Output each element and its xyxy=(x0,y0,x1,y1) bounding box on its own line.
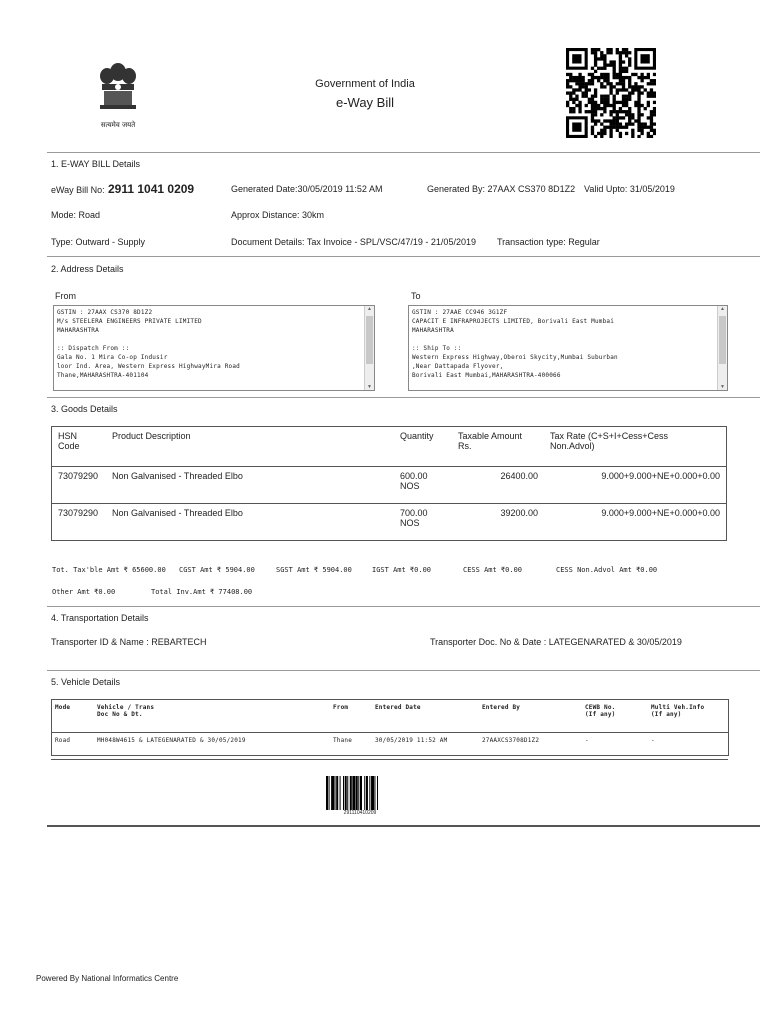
generated-date: Generated Date:30/05/2019 11:52 AM xyxy=(231,184,383,194)
quantity-cell xyxy=(394,467,452,504)
page-title: e-Way Bill xyxy=(335,95,395,110)
vehicle-header: CEWB No. (If any) xyxy=(581,700,647,733)
goods-header: Quantity xyxy=(394,427,452,467)
section-title-ewb: 1. E-WAY BILL Details xyxy=(51,159,141,169)
divider xyxy=(47,670,760,671)
cess-amount: CESS Amt ₹0.00 xyxy=(463,566,523,574)
mode: Mode: Road xyxy=(51,210,101,220)
to-address-scrollbar[interactable] xyxy=(717,306,727,390)
divider xyxy=(47,152,760,153)
footer-credit: Powered By National Informatics Centre xyxy=(36,974,179,983)
vehicle-header: From xyxy=(329,700,371,733)
amount-cell: 26400.00 xyxy=(452,467,544,504)
tax-rate-cell: 9.000+9.000+NE+0.000+0.00 xyxy=(544,504,727,541)
vehicle-entered-date: 30/05/2019 11:52 AM xyxy=(371,733,478,760)
amount-cell: 39200.00 xyxy=(452,504,544,541)
barcode xyxy=(326,776,394,810)
divider xyxy=(47,606,760,607)
quantity-unit: NOS xyxy=(400,518,420,528)
vehicle-header: Mode xyxy=(51,700,93,733)
quantity-value: 700.00 xyxy=(400,508,428,518)
scroll-down-icon[interactable]: ▼ xyxy=(367,384,372,390)
from-address-box[interactable] xyxy=(53,305,375,391)
vehicle-header: Multi Veh.Info (If any) xyxy=(647,700,728,733)
goods-header: Product Description xyxy=(106,427,394,467)
scroll-up-icon[interactable]: ▲ xyxy=(720,306,725,312)
to-label: To xyxy=(411,291,421,301)
table-row xyxy=(51,733,728,760)
scroll-up-icon[interactable]: ▲ xyxy=(367,306,372,312)
bill-no-label: eWay Bill No: xyxy=(51,185,105,195)
igst-amount: IGST Amt ₹0.00 xyxy=(372,566,432,574)
description-cell: Non Galvanised - Threaded Elbo xyxy=(106,467,394,504)
vehicle-header: Entered Date xyxy=(371,700,478,733)
transaction-type: Transaction type: Regular xyxy=(497,237,600,247)
goods-table xyxy=(51,426,727,541)
goods-header: Tax Rate (C+S+I+Cess+Cess Non.Advol) xyxy=(544,427,727,467)
vehicle-cewb: - xyxy=(581,733,647,760)
from-address-text: GSTIN : 27AAX CS370 8D1Z2 M/s STEELERA ENGINEERS PRIVATE LIMITED MAHARASHTRA :: Dispatch From :: Gala No. 1 Mira Co-op Indusir loor Ind. Area, Western Express HighwayMira Road Thane,MAHARASHTRA-401104 xyxy=(57,309,240,379)
to-address-box[interactable] xyxy=(408,305,728,391)
quantity-cell xyxy=(394,504,452,541)
divider xyxy=(47,825,760,827)
vehicle-table xyxy=(51,699,728,760)
cess-non-advol-amount: CESS Non.Advol Amt ₹0.00 xyxy=(556,566,658,574)
sgst-amount: SGST Amt ₹ 5904.00 xyxy=(276,566,352,574)
scroll-thumb[interactable] xyxy=(719,316,726,364)
to-address-text: GSTIN : 27AAE CC946 3G1ZF CAPACIT E INFRAPROJECTS LIMITED, Borivali East Mumbai MAHARASHTRA :: Ship To :: Western Express Highway,Oberoi Skycity,Mumbai Suburban ,Near Dattapada Flyover, Borivali East Mumbai,MAHARASHTRA-400066 xyxy=(412,309,618,379)
other-amount: Other Amt ₹0.00 xyxy=(52,588,116,596)
valid-upto: Valid Upto: 31/05/2019 xyxy=(584,184,675,194)
quantity-unit: NOS xyxy=(400,481,420,491)
supply-type: Type: Outward - Supply xyxy=(51,237,146,247)
barcode-number: 291110410209 xyxy=(343,810,377,816)
vehicle-header: Vehicle / Trans Doc No & Dt. xyxy=(93,700,329,733)
vehicle-header: Entered By xyxy=(478,700,581,733)
section-title-vehicle: 5. Vehicle Details xyxy=(51,677,121,687)
table-row xyxy=(52,467,727,504)
approx-distance: Approx Distance: 30km xyxy=(231,210,325,220)
quantity-value: 600.00 xyxy=(400,471,428,481)
divider xyxy=(47,397,760,398)
document-details: Document Details: Tax Invoice - SPL/VSC/47/19 - 21/05/2019 xyxy=(231,237,476,247)
vehicle-multi-info: - xyxy=(647,733,728,760)
vehicle-from: Thane xyxy=(329,733,371,760)
scroll-thumb[interactable] xyxy=(366,316,373,364)
total-taxable: Tot. Tax'ble Amt ₹ 65600.00 xyxy=(52,566,166,574)
bill-no: 2911 1041 0209 xyxy=(108,182,195,196)
hsn-cell: 73079290 xyxy=(52,504,107,541)
cgst-amount: CGST Amt ₹ 5904.00 xyxy=(179,566,255,574)
national-emblem-icon xyxy=(90,58,146,120)
scroll-down-icon[interactable]: ▼ xyxy=(720,384,725,390)
section-title-address: 2. Address Details xyxy=(51,264,124,274)
vehicle-mode: Road xyxy=(51,733,93,760)
table-row xyxy=(52,504,727,541)
hsn-cell: 73079290 xyxy=(52,467,107,504)
from-address-scrollbar[interactable] xyxy=(364,306,374,390)
vehicle-entered-by: 27AAXCS3708D1Z2 xyxy=(478,733,581,760)
divider xyxy=(47,256,760,257)
vehicle-number: MH048W4615 & LATEGENARATED & 30/05/2019 xyxy=(93,733,329,760)
from-label: From xyxy=(55,291,76,301)
transporter-doc: Transporter Doc. No & Date : LATEGENARATED & 30/05/2019 xyxy=(430,637,682,647)
transporter-name: Transporter ID & Name : REBARTECH xyxy=(51,637,207,647)
qr-code xyxy=(566,48,656,138)
total-invoice-amount: Total Inv.Amt ₹ 77408.00 xyxy=(151,588,253,596)
goods-header: HSN Code xyxy=(52,427,107,467)
goods-header: Taxable Amount Rs. xyxy=(452,427,544,467)
emblem-caption: सत्यमेव जयते xyxy=(100,121,136,129)
section-title-goods: 3. Goods Details xyxy=(51,404,118,414)
government-label: Government of India xyxy=(315,78,415,90)
tax-rate-cell: 9.000+9.000+NE+0.000+0.00 xyxy=(544,467,727,504)
section-title-transport: 4. Transportation Details xyxy=(51,613,149,623)
generated-by: Generated By: 27AAX CS370 8D1Z2 xyxy=(427,184,576,194)
description-cell: Non Galvanised - Threaded Elbo xyxy=(106,504,394,541)
